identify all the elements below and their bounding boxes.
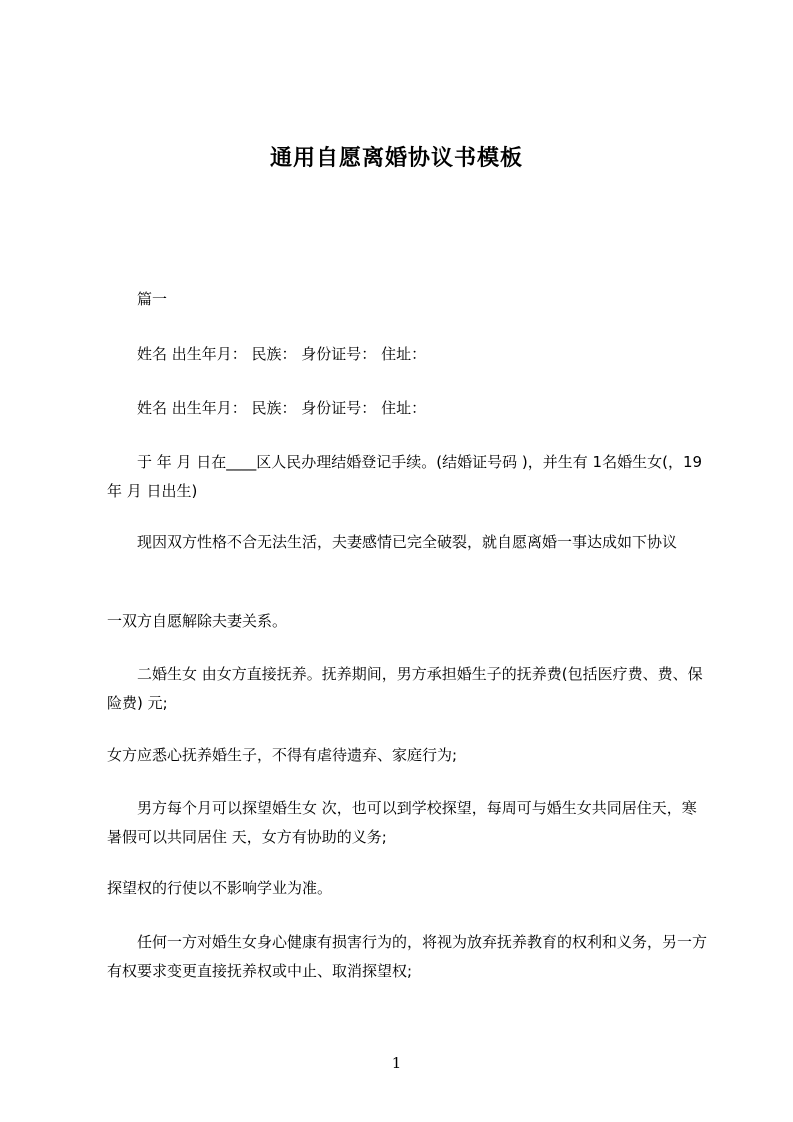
mother-duty-paragraph: 女方应悉心抚养婚生子，不得有虐待遗弃、家庭行为;: [107, 746, 458, 764]
visitation-paragraph: 男方每个月可以探望婚生女 次，也可以到学校探望，每周可与婚生女共同居住天，寒暑假可以共同居住 天，女方有协助的义务;: [107, 799, 697, 846]
clause-2-paragraph: 二婚生女 由女方直接抚养。抚养期间，男方承担婚生子的抚养费(包括医疗费、费、保险费) 元;: [107, 665, 703, 712]
party-info-line-2: 姓名 出生年月： 民族： 身份证号： 住址：: [137, 399, 427, 417]
harm-clause-paragraph: 任何一方对婚生女身心健康有损害行为的，将视为放弃抚养教育的权利和义务，另一方有权要求变更直接抚养权或中止、取消探望权;: [107, 933, 708, 980]
section-heading: 篇一: [137, 290, 168, 308]
visitation-condition-paragraph: 探望权的行使以不影响学业为准。: [107, 879, 333, 897]
clause-1-paragraph: 一双方自愿解除夫妻关系。: [107, 612, 288, 630]
marriage-registration-paragraph: 于 年 月 日在____区人民办理结婚登记手续。(结婚证号码 )，并生有 1名婚生女(，19 年 月 日出生): [107, 453, 707, 500]
party-info-line-1: 姓名 出生年月： 民族： 身份证号： 住址：: [137, 345, 427, 363]
document-title: 通用自愿离婚协议书模板: [269, 146, 523, 171]
page-number: 1: [391, 1054, 402, 1072]
divorce-reason-paragraph: 现因双方性格不合无法生活，夫妻感情已完全破裂，就自愿离婚一事达成如下协议: [137, 533, 678, 551]
